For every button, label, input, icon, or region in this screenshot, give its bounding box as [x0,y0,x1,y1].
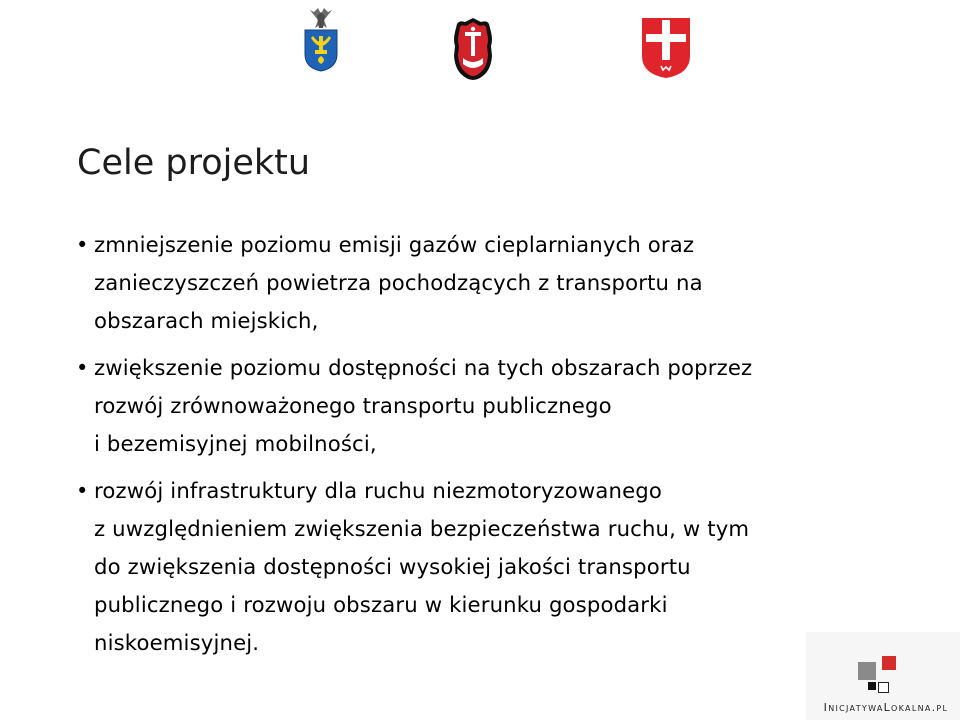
bullet-line: zanieczyszczeń powietrza pochodzących z transportu na [94,270,703,295]
brand-text: InicjatywaLokalna.pl [823,701,949,714]
bullet-line: niskoemisyjnej. [94,630,260,655]
bullet-line: obszarach miejskich, [94,308,319,333]
bullet-dot: • [76,479,89,503]
white-square-icon [878,682,889,693]
bullet-line: z uwzględnieniem zwiększenia bezpieczeństwa ruchu, w tym [94,516,750,541]
bullet-dot: • [76,356,89,380]
bullet-line: publicznego i rozwoju obszaru w kierunku gospodarki [94,592,668,617]
bullet-line: rozwój infrastruktury dla ruchu niezmotoryzowanego [94,478,662,503]
bullet-dot: • [76,233,89,257]
brand-logo [806,632,960,720]
list-item [76,226,896,340]
red-square-icon [882,656,896,670]
bullet-line: i bezemisyjnej mobilności, [94,431,377,456]
bullet-line: rozwój zrównoważonego transportu publicznego [94,393,612,418]
black-square-icon [868,682,876,690]
gray-square-icon [858,662,876,680]
bullet-line: zmniejszenie poziomu emisji gazów cieplarnianych oraz [94,232,695,257]
eagle-shield-crest [302,6,340,72]
header-crests [0,0,960,90]
bullet-line: zwiększenie poziomu dostępności na tych obszarach poprzez [94,355,753,380]
list-item [76,349,896,463]
white-cross-shield-crest [640,16,692,80]
bullet-line: do zwiększenia dostępności wysokiej jakości transportu [94,554,691,579]
slide-title: Cele projektu [77,143,311,183]
red-badge-crest [451,16,495,82]
list-item [76,472,896,662]
objectives-list [76,226,896,671]
